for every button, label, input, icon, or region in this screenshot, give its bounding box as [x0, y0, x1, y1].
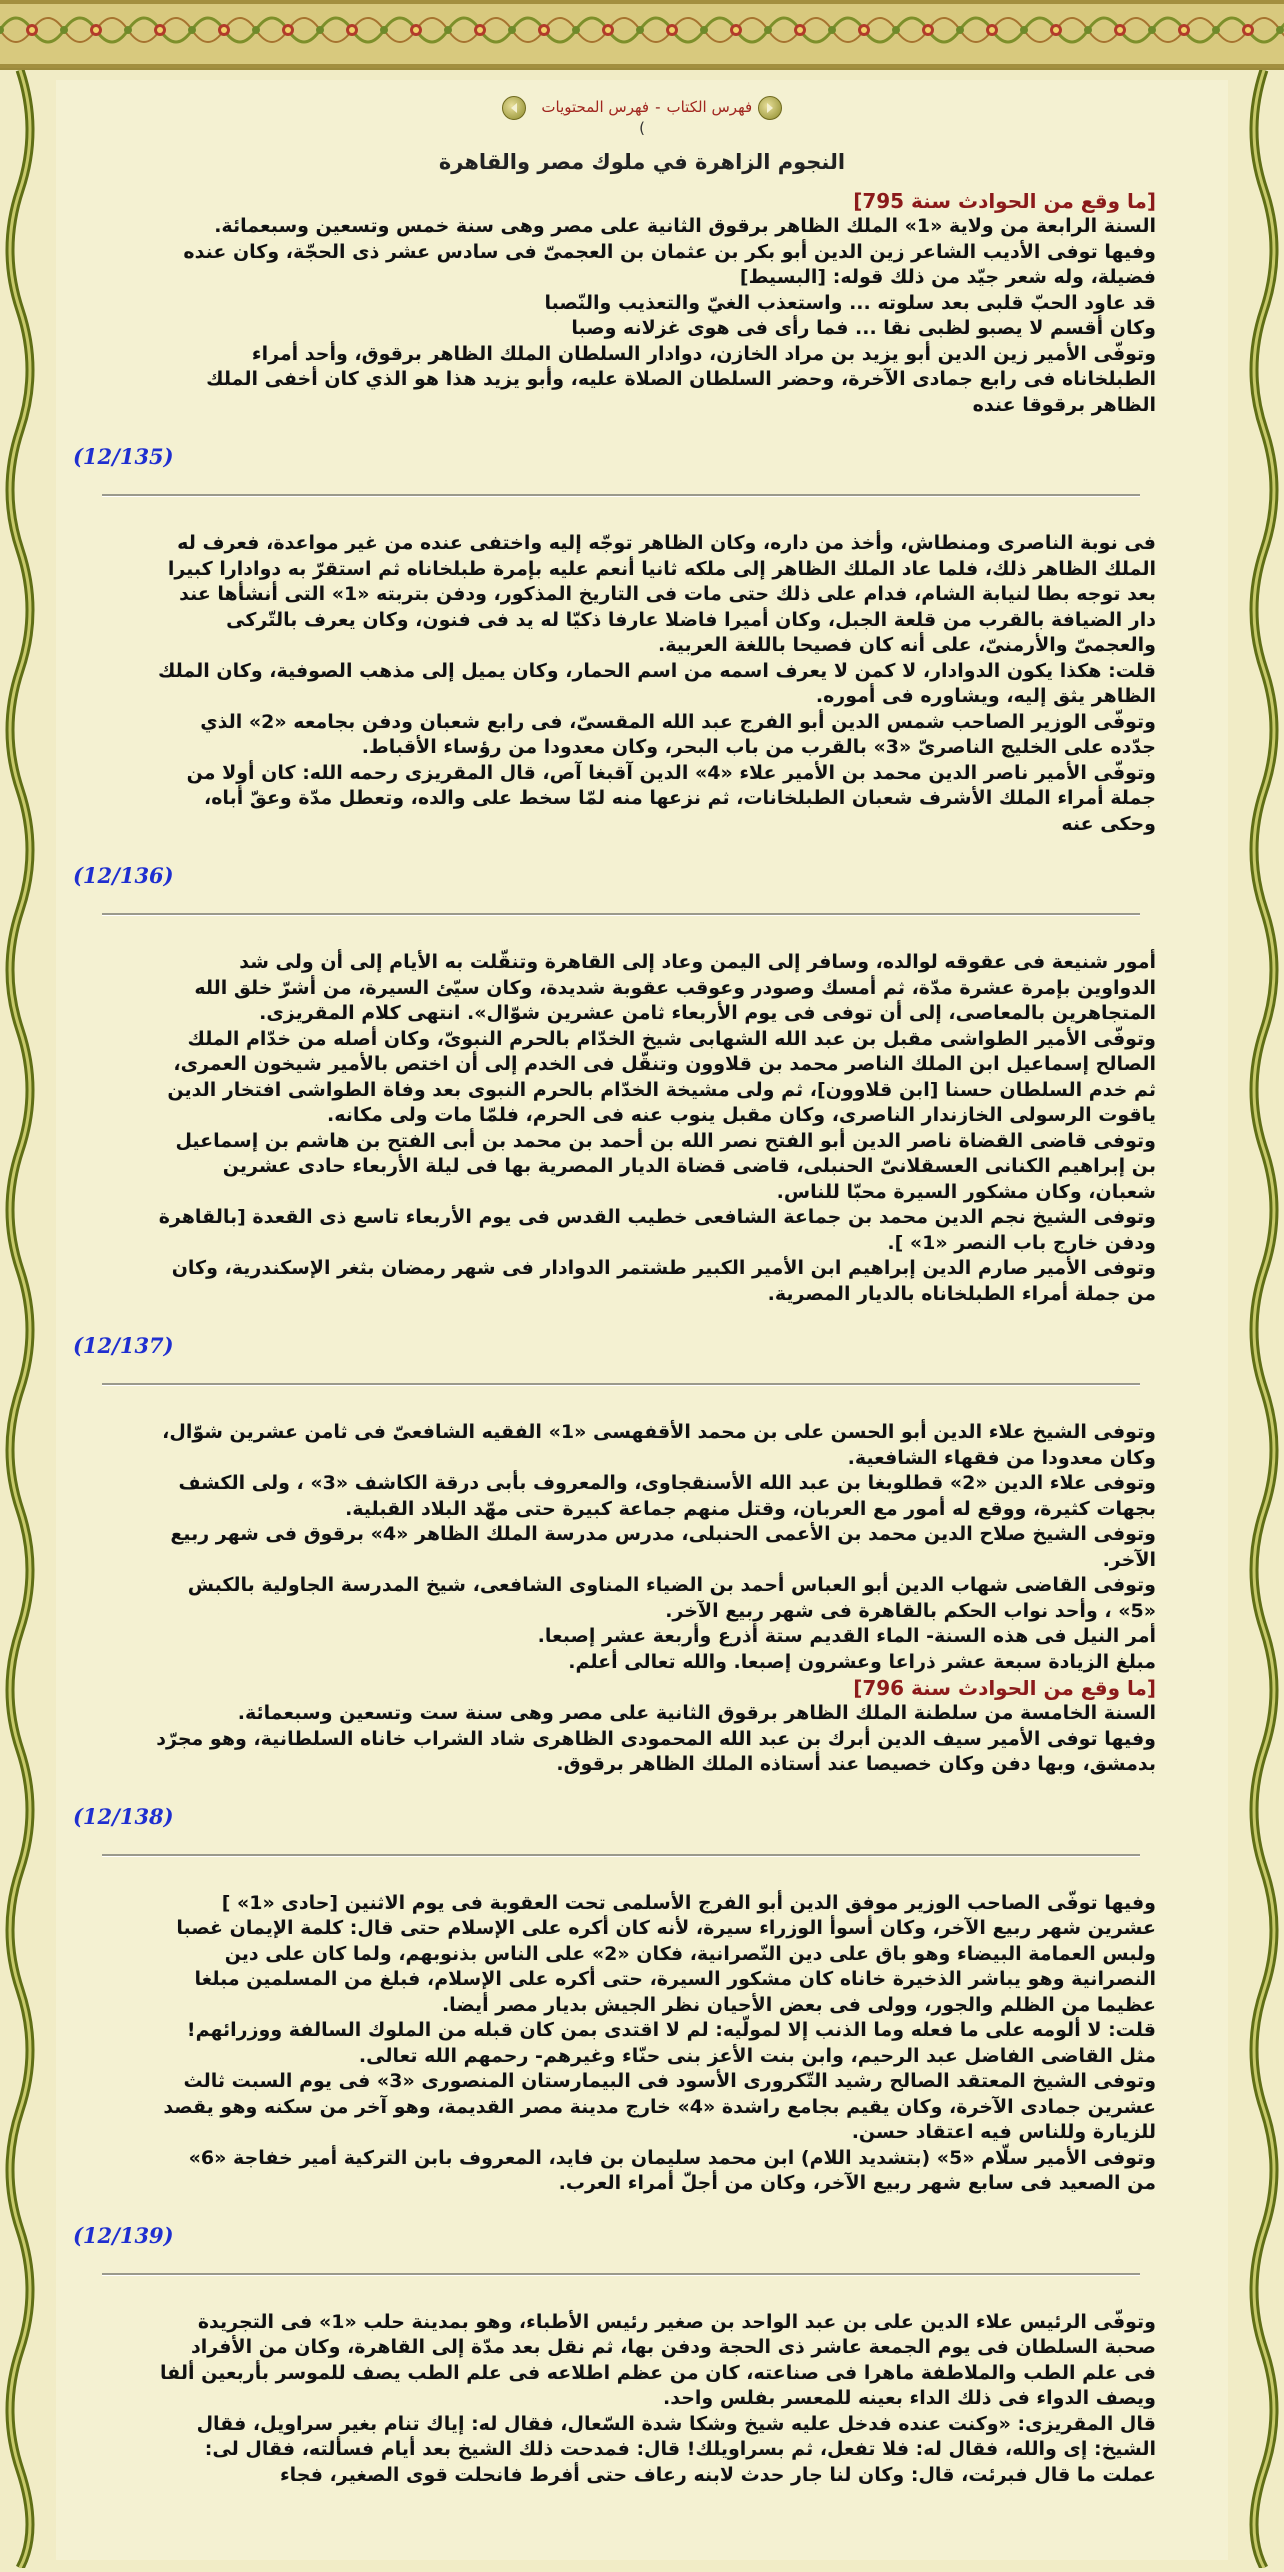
text-paragraph: أمور شنيعة فى عقوقه لوالده، وسافر إلى اليمن وعاد إلى القاهرة وتنقّلت به الأيام إلى أن ولى شد الدواوين بإمرة عشرة مدّة، ثم أمسك وصودر وعوقب عقوبة شديدة، وكان سيّئ السيرة، من أشرّ خلق الله المتجاهرين بالمعاصى، إلى أن توفى فى يوم الأربعاء ثامن عشرين شوّال». انتهى كلام المقريزى. — [194, 951, 1156, 1024]
text-paragraph: وفيها توفى الأمير سيف الدين أبرك بن عبد الله المحمودى الظاهرى شاد الشراب خاناه السلطانية، وهو مجرّد بدمشق، وبها دفن وكان خصيصا عند أستاذه الملك الظاهر برقوق. — [156, 1727, 1156, 1775]
text-paragraph: وتوفّى الوزير الصاحب شمس الدين أبو الفرج عبد الله المقسىّ، فى رابع شعبان ودفن بجامعه «2» الذي جدّده على الخليج الناصرىّ «3» بالقرب من باب البحر، وكان معدودا من رؤساء الأقباط. — [200, 710, 1156, 758]
previous-page-button[interactable] — [502, 96, 526, 120]
nav-paren: ( — [639, 119, 645, 137]
text-paragraph: وتوفى الأمير صارم الدين إبراهيم ابن الأمير الكبير طشتمر الدوادار فى شهر رمضان بثغر الإسكندرية، وكان من جملة أمراء الطبلخاناه بالديار المصرية. — [171, 1257, 1156, 1305]
contents-index-link[interactable]: فهرس المحتويات — [541, 98, 650, 116]
text-paragraph: السنة الرابعة من ولاية «1» الملك الظاهر برقوق الثانية على مصر وهى سنة خمس وتسعين وسبعمائة. — [214, 215, 1156, 237]
decorative-top-border — [0, 0, 1284, 70]
text-block — [56, 1891, 1228, 2197]
text-block — [56, 2310, 1228, 2489]
page-divider — [102, 913, 1140, 916]
text-paragraph: مبلغ الزيادة سبعة عشر ذراعا وعشرون إصبعا. والله تعالى أعلم. — [568, 1650, 1156, 1673]
text-block — [56, 950, 1228, 1307]
text-paragraph: وتوفى الأمير سلّام «5» (بتشديد اللام) ابن محمد سليمان بن فايد، المعروف بابن التركية أمير خفاجة «6» من الصعيد فى سابع شهر ربيع الآخر، وكان من أجلّ أمراء العرب. — [188, 2146, 1156, 2194]
text-paragraph: أمر النيل فى هذه السنة- الماء القديم ستة أذرع وأربعة عشر إصبعا. — [537, 1625, 1156, 1647]
text-paragraph: وتوفى القاضى شهاب الدين أبو العباس أحمد بن الضياء المناوى الشافعى، شيخ المدرسة الجاولية بالكبش «5» ، وأحد نواب الحكم بالقاهرة فى شهر ربيع الآخر. — [187, 1574, 1156, 1622]
book-title: النجوم الزاهرة في ملوك مصر والقاهرة — [438, 150, 846, 174]
page-number: (12/138) — [73, 1803, 174, 1829]
book-index-link[interactable]: فهرس الكتاب — [666, 98, 753, 116]
next-page-button[interactable] — [758, 96, 782, 120]
page-divider — [102, 1854, 1140, 1857]
page-divider — [102, 494, 1140, 497]
text-paragraph: وتوفّى الرئيس علاء الدين على بن عبد الواحد بن صغير رئيس الأطباء، وهو بمدينة حلب «1» فى التجريدة صحبة السلطان فى يوم الجمعة عاشر ذى الحجة ودفن بها، ثم نقل بعد مدّة إلى القاهرة، وكان من الأفراد فى علم الطب والملاطفة ماهرا فى صناعته، كان من عظم اطلاعه فى علم الطب يصف للموسر بأربعين ألفا ويصف الدواء فى ذلك الداء بعينه للمعسر بفلس واحد. — [160, 2310, 1156, 2409]
page-divider — [102, 2273, 1140, 2276]
top-navigation — [56, 94, 1228, 120]
page-number: (12/135) — [73, 444, 174, 469]
text-paragraph: وتوفى الشيخ المعتقد الصالح رشيد التّكرورى الأسود فى البيمارستان المنصورى «3» فى يوم السبت ثالث عشرين جمادى الآخرة، وكان يقيم بجامع راشدة «4» خارج مدينة مصر القديمة، وهو آخر من سكنه وهو يقصد للزيارة وللناس فيه اعتقاد حسن. — [163, 2070, 1156, 2143]
book-text — [56, 188, 1228, 2488]
text-paragraph: قال المقريزى: «وكنت عنده فدخل عليه شيخ وشكا شدة السّعال، فقال له: إياك تنام بغير سراويل، فقال الشيخ: إى والله، فقال له: فلا تفعل، ثم بسراويلك! قال: فمدحت ذلك الشيخ بعد أيام فسألته، فقال لى: عملت ما قال فبرئت، قال: وكان لنا جار حدث لابنه رعاف حتى أفرط فانحلت قوى الصغير، فجاء — [196, 2412, 1156, 2486]
text-paragraph: وتوفى علاء الدين «2» قطلوبغا بن عبد الله الأسنقجاوى، والمعروف بأبى درقة الكاشف «3» ، ولى الكشف بجهات كثيرة، ووقع له أمور مع العربان، وقتل منهم جماعة كبيرة حتى مهّد البلاد القبلية. — [178, 1472, 1156, 1520]
arrow-right-icon — [764, 102, 776, 114]
text-block — [56, 1420, 1228, 1778]
ornament-pattern — [0, 0, 1284, 70]
text-block — [56, 188, 1228, 418]
text-paragraph: وفيها توفى الأديب الشاعر زين الدين أبو بكر بن عثمان بن العجمىّ فى سادس عشر ذى الحجّة، وكان عنده فضيلة، وله شعر جيّد من ذلك قوله: [البسيط] — [183, 240, 1156, 288]
text-paragraph: وتوفّى الأمير زين الدين أبو يزيد بن مراد الخازن، دوادار السلطان الملك الظاهر برقوق، وأحد أمراء الطبلخاناه فى رابع جمادى الآخرة، وحضر السلطان الصلاة عليه، وأبو يزيد هذا هو الذي كان أخفى الملك الظاهر برقوقا عنده — [206, 342, 1156, 416]
decorative-right-vine — [1244, 70, 1284, 2568]
year-heading: [ما وقع من الحوادث سنة 795] — [853, 189, 1156, 213]
text-paragraph: وتوفّى الأمير ناصر الدين محمد بن الأمير علاء «4» الدين آقبغا آص، قال المقريزى رحمه الله: كان أولا من جملة أمراء الملك الأشرف شعبان الطبلخانات، ثم نزعها منه لمّا سخط على والده، وتعطل مدّة وعقّ أباه، وحكى عنه — [186, 761, 1156, 835]
text-paragraph: وتوفى قاضى القضاة ناصر الدين أبو الفتح نصر الله بن أحمد بن محمد بن أبى الفتح بن هاشم بن إسماعيل بن إبراهيم الكنانى العسقلانىّ الحنبلى، قاضى قضاة الديار المصرية بها فى ليلة الأربعاء حادى عشرين شعبان، وكان مشكور السيرة محبّا للناس. — [175, 1129, 1156, 1203]
page-number: (12/137) — [73, 1333, 174, 1358]
text-block — [56, 531, 1228, 837]
text-paragraph: السنة الخامسة من سلطنة الملك الظاهر برقوق الثانية على مصر وهى سنة ست وتسعين وسبعمائة. — [237, 1702, 1156, 1724]
arrow-left-icon — [508, 102, 520, 114]
nav-separator: - — [655, 98, 661, 116]
text-paragraph: قلت: لا ألومه على ما فعله وما الذنب إلا لمولّيه: لم لا اقتدى بمن كان قبله من الملوك السالفة ووزرائهم! مثل القاضى الفاضل عبد الرحيم، وابن بنت الأعز بنى حنّاء وغيرهم- رحمهم الله تعالى. — [186, 2019, 1156, 2067]
text-paragraph: قلت: هكذا يكون الدوادار، لا كمن لا يعرف اسمه من اسم الحمار، وكان يميل إلى مذهب الصوفية، وكان الملك الظاهر يثق إليه، ويشاوره فى أموره. — [157, 659, 1156, 707]
decorative-left-vine — [0, 70, 40, 2568]
page-content — [56, 80, 1228, 2560]
page-divider — [102, 1383, 1140, 1386]
text-paragraph: فى نوبة الناصرى ومنطاش، وأخذ من داره، وكان الظاهر توجّه إليه واختفى عنده من غير مواعدة، فعرف له الملك الظاهر ذلك، فلما عاد الملك الظاهر إلى ملكه ثانيا أنعم عليه بإمرة طبلخاناه ثم استقرّ به دوادارا كبيرا بعد توجه بطا لنيابة الشام، فدام على ذلك حتى مات فى التاريخ المذكور، ودفن بتربته «1» التى أنشأها عند دار الضيافة بالقرب من قلعة الجبل، وكان أميرا فاضلا عارفا ذكيّا له يد فى فنون، وكان يعرف بالتّركى والعجمىّ والأرمنىّ، على أنه كان فصيحا باللغة العربية. — [167, 532, 1156, 656]
text-paragraph: وكان أقسم لا يصبو لظبى نقا ... فما رأى فى هوى غزلانه وصبا — [571, 317, 1156, 339]
year-heading: [ما وقع من الحوادث سنة 796] — [853, 1676, 1156, 1700]
text-paragraph: وفيها توفّى الصاحب الوزير موفق الدين أبو الفرج الأسلمى تحت العقوبة فى يوم الاثنين [حادى «1» ] عشرين شهر ربيع الآخر، وكان أسوأ الوزراء سيرة، لأنه كان أكره على الإسلام حتى قال: كلمة الإيمان غصبا ولبس العمامة البيضاء وهو باق على دين النّصرانية، فكان «2» على الناس بذنوبهم، ولما كان على دين النصرانية وهو يباشر الذخيرة خاناه كان مشكور السيرة، حتى أكره على الإسلام، فبلغ من المسلمين مبلغا عظيما من الظلم والجور، وولى فى بعض الأحيان نظر الجيش بديار مصر أيضا. — [176, 1891, 1156, 2016]
text-paragraph: قد عاود الحبّ قلبى بعد سلوته ... واستعذب الغيّ والتعذيب والنّصبا — [544, 291, 1156, 314]
page-number: (12/139) — [73, 2222, 174, 2248]
page-number: (12/136) — [73, 863, 174, 888]
text-paragraph: وتوفى الشيخ نجم الدين محمد بن جماعة الشافعى خطيب القدس فى يوم الأربعاء تاسع ذى القعدة [بالقاهرة ودفن خارج باب النصر «1» ]. — [158, 1206, 1156, 1254]
text-paragraph: وتوفى الشيخ علاء الدين أبو الحسن على بن محمد الأقفهسى «1» الفقيه الشافعىّ فى ثامن عشرين شوّال، وكان معدودا من فقهاء الشافعية. — [162, 1421, 1156, 1469]
text-paragraph: وتوفّى الأمير الطواشى مقبل بن عبد الله الشهابى شيخ الخدّام بالحرم النبوىّ، وكان أصله من خدّام الملك الصالح إسماعيل ابن الملك الناصر محمد بن قلاوون وتنقّل فى الخدم إلى أن اختص بالأمير شيخون العمرى، ثم خدم السلطان حسنا [ابن قلاوون]، ثم ولى مشيخة الخدّام بالحرم النبوى بعد وفاة الطواشى افتخار الدين ياقوت الرسولى الخازندار الناصرى، وكان مقبل ينوب عنه فى الحرم، فلمّا مات ولى مكانه. — [167, 1027, 1156, 1126]
text-paragraph: وتوفى الشيخ صلاح الدين محمد بن الأعمى الحنبلى، مدرس مدرسة الملك الظاهر «4» برقوق فى شهر ربيع الآخر. — [170, 1523, 1156, 1571]
